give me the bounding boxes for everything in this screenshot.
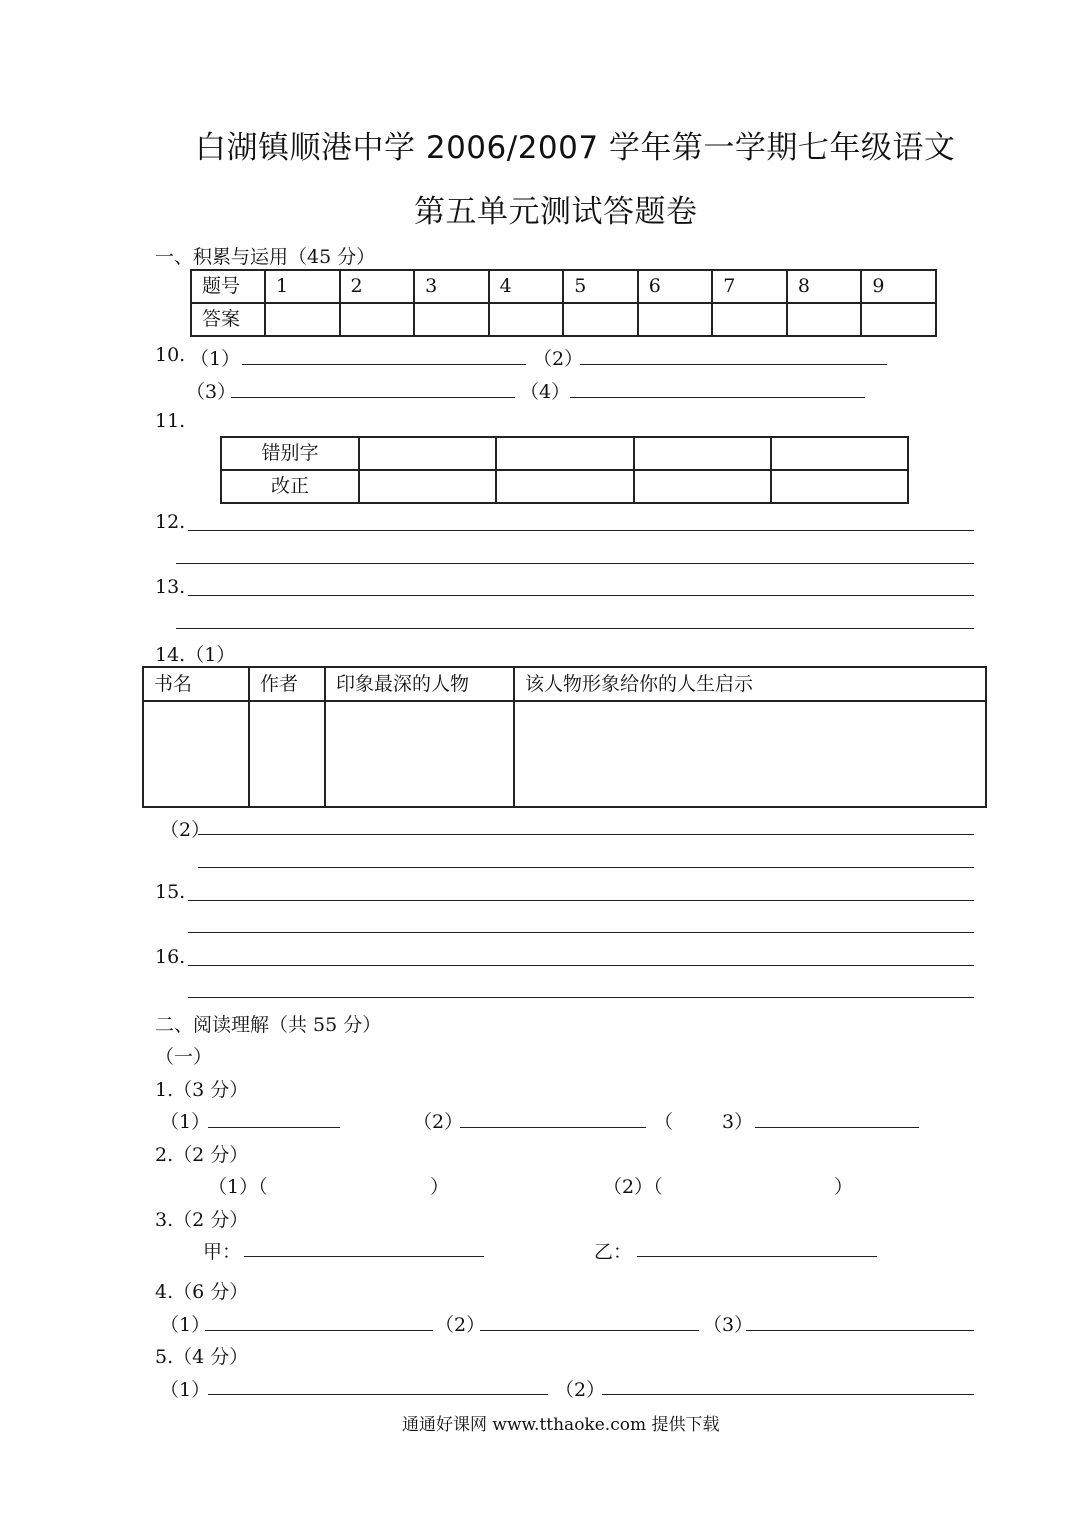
correction-cell[interactable] bbox=[359, 470, 496, 503]
grid-number: 4 bbox=[489, 270, 564, 303]
typo-row bbox=[221, 437, 908, 470]
grid-number: 7 bbox=[712, 270, 787, 303]
q13-label: 13. bbox=[155, 576, 186, 598]
typo-cell[interactable] bbox=[359, 437, 496, 470]
q15-answer-line[interactable] bbox=[188, 932, 974, 933]
r3-label: 3.（2 分） bbox=[155, 1209, 249, 1231]
q10-p3-answer-line[interactable] bbox=[231, 397, 515, 398]
header-life-lesson: 该人物形象给你的人生启示 bbox=[514, 667, 986, 701]
grid-answer-cell[interactable] bbox=[861, 303, 936, 336]
q10-p3-label: （3） bbox=[186, 381, 237, 403]
correction-row bbox=[221, 470, 908, 503]
r1-p2-label: （2） bbox=[413, 1111, 464, 1133]
header-character: 印象最深的人物 bbox=[325, 667, 514, 701]
correction-cell[interactable] bbox=[771, 470, 908, 503]
r1-p3-label: 3） bbox=[722, 1111, 754, 1133]
grid-header-label: 题号 bbox=[191, 270, 265, 303]
q10-p2-label: （2） bbox=[533, 348, 584, 370]
q12-answer-line[interactable] bbox=[188, 530, 974, 531]
q13-answer-line[interactable] bbox=[176, 628, 974, 629]
character-cell[interactable] bbox=[325, 701, 514, 807]
correction-cell[interactable] bbox=[634, 470, 771, 503]
q16-answer-line[interactable] bbox=[188, 965, 974, 966]
q14-label: 14.（1） bbox=[155, 644, 236, 666]
r2-p2-label: （2）（ bbox=[603, 1176, 663, 1198]
grid-number: 8 bbox=[787, 270, 862, 303]
r2-p1-label: （1）（ bbox=[208, 1176, 268, 1198]
section-1-heading: 一、积累与运用（45 分） bbox=[155, 246, 376, 268]
grid-number: 9 bbox=[861, 270, 936, 303]
q14-p2-answer-line[interactable] bbox=[198, 834, 974, 835]
typo-cell[interactable] bbox=[771, 437, 908, 470]
q10-label: 10. bbox=[155, 344, 186, 366]
q15-answer-line[interactable] bbox=[188, 900, 974, 901]
q14-p2-answer-line[interactable] bbox=[198, 867, 974, 868]
grid-answer-cell[interactable] bbox=[340, 303, 415, 336]
grid-answer-cell[interactable] bbox=[265, 303, 340, 336]
grid-answer-cell[interactable] bbox=[563, 303, 638, 336]
r1-p3-open: （ bbox=[654, 1111, 674, 1133]
r4-p3-answer-line[interactable] bbox=[746, 1330, 974, 1331]
r3-yi-answer-line[interactable] bbox=[637, 1256, 877, 1257]
q10-p1-label: （1） bbox=[190, 348, 241, 370]
grid-number: 5 bbox=[563, 270, 638, 303]
r2-label: 2.（2 分） bbox=[155, 1144, 249, 1166]
q13-answer-line[interactable] bbox=[188, 595, 974, 596]
book-title-cell[interactable] bbox=[143, 701, 249, 807]
r2-p1-close: ） bbox=[430, 1176, 450, 1198]
page-subtitle: 第五单元测试答题卷 bbox=[414, 194, 698, 230]
r4-p1-label: （1） bbox=[160, 1314, 211, 1336]
section-2-heading: 二、阅读理解（共 55 分） bbox=[155, 1014, 382, 1036]
q12-answer-line[interactable] bbox=[176, 563, 974, 564]
part-1-heading: （一） bbox=[155, 1046, 213, 1068]
q16-label: 16. bbox=[155, 946, 186, 968]
r1-label: 1.（3 分） bbox=[155, 1079, 249, 1101]
grid-answer-cell[interactable] bbox=[414, 303, 489, 336]
correction-row-label: 改正 bbox=[221, 470, 359, 503]
header-book-title: 书名 bbox=[143, 667, 249, 701]
typo-row-label: 错别字 bbox=[221, 437, 359, 470]
q12-label: 12. bbox=[155, 511, 186, 533]
q11-label: 11. bbox=[155, 410, 186, 432]
grid-number: 6 bbox=[638, 270, 713, 303]
grid-number: 1 bbox=[265, 270, 340, 303]
r3-jia-answer-line[interactable] bbox=[244, 1256, 484, 1257]
grid-answer-cell[interactable] bbox=[712, 303, 787, 336]
r4-p1-answer-line[interactable] bbox=[205, 1330, 433, 1331]
r3-jia-label: 甲： bbox=[203, 1241, 242, 1263]
r5-p2-label: （2） bbox=[555, 1379, 606, 1401]
answer-grid bbox=[190, 269, 937, 337]
r4-label: 4.（6 分） bbox=[155, 1281, 249, 1303]
r1-p2-answer-line[interactable] bbox=[460, 1127, 646, 1128]
grid-answer-label: 答案 bbox=[191, 303, 265, 336]
answer-grid-number-row bbox=[191, 270, 936, 303]
grid-answer-cell[interactable] bbox=[638, 303, 713, 336]
page-footer: 通通好课网 www.tthaoke.com 提供下载 bbox=[402, 1415, 720, 1435]
author-cell[interactable] bbox=[249, 701, 325, 807]
r4-p3-label: （3） bbox=[703, 1314, 754, 1336]
r2-p2-close: ） bbox=[834, 1176, 854, 1198]
grid-answer-cell[interactable] bbox=[489, 303, 564, 336]
reading-table-body-row bbox=[143, 701, 986, 807]
answer-grid-answer-row bbox=[191, 303, 936, 336]
r1-p1-answer-line[interactable] bbox=[208, 1127, 340, 1128]
page-title: 白湖镇顺港中学 2006/2007 学年第一学期七年级语文 bbox=[195, 130, 956, 166]
grid-answer-cell[interactable] bbox=[787, 303, 862, 336]
typo-cell[interactable] bbox=[634, 437, 771, 470]
reading-table bbox=[142, 666, 987, 808]
correction-cell[interactable] bbox=[496, 470, 633, 503]
r5-label: 5.（4 分） bbox=[155, 1346, 249, 1368]
grid-number: 2 bbox=[340, 270, 415, 303]
r1-p3-answer-line[interactable] bbox=[755, 1127, 919, 1128]
typo-correction-table bbox=[220, 436, 909, 504]
life-lesson-cell[interactable] bbox=[514, 701, 986, 807]
grid-number: 3 bbox=[414, 270, 489, 303]
q10-p1-answer-line[interactable] bbox=[242, 364, 526, 365]
q14-p2-label: （2） bbox=[160, 819, 211, 841]
r4-p2-answer-line[interactable] bbox=[480, 1330, 699, 1331]
r5-p2-answer-line[interactable] bbox=[602, 1394, 974, 1395]
r5-p1-label: （1） bbox=[160, 1379, 211, 1401]
q10-p4-answer-line[interactable] bbox=[570, 397, 865, 398]
r4-p2-label: （2） bbox=[435, 1314, 486, 1336]
r1-p1-label: （1） bbox=[160, 1111, 211, 1133]
r3-yi-label: 乙： bbox=[594, 1241, 633, 1263]
header-author: 作者 bbox=[249, 667, 325, 701]
r5-p1-answer-line[interactable] bbox=[208, 1394, 548, 1395]
q15-label: 15. bbox=[155, 881, 186, 903]
typo-cell[interactable] bbox=[496, 437, 633, 470]
q10-p4-label: （4） bbox=[520, 381, 571, 403]
q16-answer-line[interactable] bbox=[188, 997, 974, 998]
reading-table-header-row bbox=[143, 667, 986, 701]
q10-p2-answer-line[interactable] bbox=[580, 364, 887, 365]
